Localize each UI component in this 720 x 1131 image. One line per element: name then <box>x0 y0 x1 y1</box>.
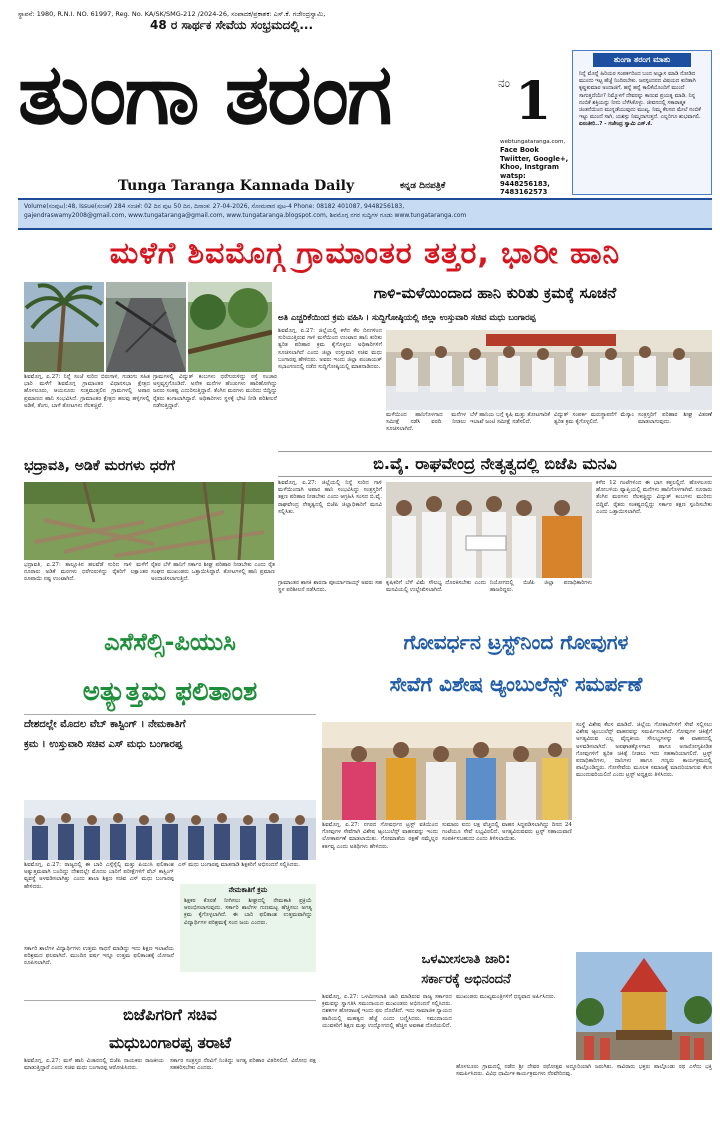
editor-note-body: ನಿನ್ನೆ ಮೊನ್ನೆ ಹಿರಿಯರ ಸಂಪರ್ಕದಿಂದ ಬಂದ ಅಭ್ಯಾಸ ಮಾಡಿ ನೋಡಿದ ಮುಂದು ಇಟ್ಟ ಹೆಜ್ಜೆ ನಿಂದಿರಬೇಕು. ಜನಸ್ಪಂದನದ ವಿಷಯದ ಕುರಿತಾಗಿ ಕೃಷ್ಣಕುಮಾರ ಅಂದಾಜಿಗೆ, ಹನ್ನೆ ಹನ್ನೆ ಕಾಲಿಕೆಯೊಂದಿಗೆ ಮುಂದೆ ಸಾಗುತ್ತದೆಯೇ? ನಿಮ್ಮೊಳಗೆ ದೇವರನ್ನು ಕಾಣುವ ಪ್ರಯತ್ನ ಮಾಡಿ. ನಿನ್ನ ನಂಬಿಕೆ ಶಕ್ತಿಯನ್ನು ನೀನು ಬೆಳೆಸಿಕೊಳ್ಳು. ಜೀವನದಲ್ಲಿ ಸಕಾರಾತ್ಮಕ ಚಿಂತನೆಯಿಂದ ಮುನ್ನಡೆಯುವುದು ಮುಖ್ಯ. ನಿಮ್ಮ ಕೆಲಸದ ಮೇಲೆ ನಂಬಿಕೆ ಇಟ್ಟು ಮುಂದೆ ಸಾಗಿ, ಯಶಸ್ಸು ನಿಮ್ಮದಾಗುತ್ತದೆ. ಎಲ್ಲರಿಗೂ ಶುಭವಾಗಲಿ. <box>579 71 701 121</box>
masthead-meta-line: ಸ್ಥಾಪನೆ: 1980, R.N.I. NO. 61997, Reg. No. KA/SK/SMG-212 /2024-26, ಸಂಪಾದಕ/ಪ್ರಕಾಶಕ: ಎಸ್.ಕೆ. ಗಜೇಂದ್ರಸ್ವಾಮಿ, <box>18 10 326 18</box>
anniversary-tagline: 48 ರ ಸಾರ್ಥಕ ಸೇವೆಯ ಸಂಭ್ರಮದಲ್ಲಿ... <box>150 18 314 32</box>
editor-note-signature: ಏನಂತೀರಿ..? - ಗಜೇಂದ್ರ ಸ್ವಾಮಿ ಎಸ್.ಕೆ. <box>579 121 653 128</box>
editor-note-header: ತುಂಗಾ ತರಂಗ ಮಾತು <box>593 53 691 67</box>
wind-story-text-2: ಮಳೆಯಿಂದ ಹಾನಿಗೊಳಗಾದ ಮನೆಗಳ ಸಮೀಕ್ಷೆ ನಡೆಸಿ ವರದಿ ನೀಡಲು ಸೂಚಿಸಲಾಗಿದೆ. <box>386 412 466 433</box>
photo-students-felicitation <box>24 800 316 860</box>
bjp-story-text-4: ಕೃಷಿಕರಿಗೆ ಬೆಳೆ ವಿಮೆ ಸೌಲಭ್ಯ ದೊರಕಿಸಬೇಕು ಎಂದು ಮನವಿಯಲ್ಲಿ ಉಲ್ಲೇಖಿಸಲಾಗಿದೆ. <box>386 580 486 594</box>
issue-number-value: 1 <box>515 71 552 132</box>
photo-fallen-palm <box>24 282 104 372</box>
minister-criticism-headline <box>24 1000 316 1056</box>
govardhan-text-1: ಶಿವಮೊಗ್ಗ, ಏ.27: ನಗರದ ಗೋವರ್ಧನ ಟ್ರಸ್ಟ್ ವತಿಯಿಂದ ಗೋವುಗಳ ಸೇವೆಗಾಗಿ ವಿಶೇಷ ಆ್ಯಂಬುಲೆನ್ಸ್ ವಾಹನವನ್ನು ಇಂದು ಲೋಕಾರ್ಪಣೆ ಮಾಡಲಾಯಿತು. ಗೋಮಾತೆಯ ರಕ್ಷಣೆ ನಮ್ಮೆಲ್ಲರ ಕರ್ತವ್ಯ ಎಂದು ಅತಿಥಿಗಳು ಹೇಳಿದರು. <box>322 822 438 850</box>
sslc-text-2: ಎಸ್ ಮಧು ಬಂಗಾರಪ್ಪ ಮಾತನಾಡಿ ಶಿಕ್ಷಕರಿಗೆ ಅಭಿನಂದನೆ ಸಲ್ಲಿಸಿದರು. <box>178 862 300 868</box>
rain-story-column-1: ಶಿವಮೊಗ್ಗ, ಏ.27: ನಿನ್ನೆ ಸಂಜೆ ಸುರಿದ ಬಿರುಗಾಳಿ, ಗುಡುಗು ಸಹಿತ ಭಾರಿ ಮಳೆಗೆ ಶಿವಮೊಗ್ಗ ಗ್ರಾಮಾಂತರ ವಿಧಾನಸಭಾ ಕ್ಷೇತ್ರದ ಹೊಳಲೂರು, ಆಯನೂರು ಸುತ್ತಮುತ್ತಲಿನ ಗ್ರಾಮಗಳಲ್ಲಿ ಅಪಾರ ಪ್ರಮಾಣದ ಹಾನಿ ಸಂಭವಿಸಿದೆ. ಗ್ರಾಮಾಂತರ ಕ್ಷೇತ್ರದ ಹಲವು ಹಳ್ಳಿಗಳಲ್ಲಿ ಅಡಿಕೆ, ತೆಂಗು, ಬಾಳೆ ತೋಟಗಳು ನೆಲಕಚ್ಚಿವೆ. <box>24 374 150 409</box>
issue-info-line-2: gajendraswamy2008@gmail.com, www.tungataranga@gmail.com, www.tungataranga.blogspot.com, ಶಿವಮೊಗ್ಗ ನಗರ ಸುದ್ದಿಗಳ ಗೂಡು www.tungataranga.com <box>24 212 467 219</box>
sslc-headline-line-1: ಎಸೆಸೆಲ್ಸಿ-ಪಿಯುಸಿ <box>104 628 236 656</box>
photo-fallen-areca-trees <box>24 482 274 560</box>
govardhan-headline-line-1: ಗೋವರ್ಧನ ಟ್ರಸ್ಟ್‌ನಿಂದ ಗೋವುಗಳ <box>403 630 629 654</box>
editor-note-text <box>579 71 707 189</box>
bhadravati-text-2: ರೈತರ ಬೆಳೆ ಹಾನಿಗೆ ಸರ್ಕಾರ ಶೀಘ್ರ ಪರಿಹಾರ ನೀಡಬೇಕು ಎಂದು ರೈತ ಸಂಘದ ಮುಖಂಡರು ಒತ್ತಾಯಿಸಿದ್ದಾರೆ. ತೋಟಗಳಲ್ಲಿ ಹಾನಿ ಪ್ರಮಾಣ ಅಂದಾಜಿಸಲಾಗುತ್ತಿದೆ. <box>151 562 275 583</box>
minister-criticism-headline-2: ಮಧುಬಂಗಾರಪ್ಪ ತರಾಟೆ <box>108 1033 232 1052</box>
contact-phone-1: 9448256183, <box>500 180 550 189</box>
contact-instagram: Khoo, Instgram <box>500 163 559 172</box>
contact-twitter: Twiitter, Google+, <box>500 154 569 163</box>
wind-story-headline: ಗಾಳಿ-ಮಳೆಯಿಂದಾದ ಹಾನಿ ಕುರಿತು ಕ್ರಮಕ್ಕೆ ಸೂಚನೆ <box>373 284 617 302</box>
rain-story-column-2: ಗ್ರಾಮಗಳಲ್ಲಿ ವಿದ್ಯುತ್ ಕಂಬಗಳು ಧರೆಗುರುಳಿದ್ದು ರಸ್ತೆ ಸಂಚಾರ ಅಸ್ತವ್ಯಸ್ತಗೊಂಡಿದೆ. ಅನೇಕ ಮನೆಗಳ ಹೆಂಚುಗಳು ಹಾರಿಹೋಗಿದ್ದು ಜನರು ಸಂಕಷ್ಟ ಎದುರಿಸುತ್ತಿದ್ದಾರೆ. ತೆಂಗಿನ ಮರಗಳು ಮುರಿದು ಬಿದ್ದಿದ್ದು ರೈತರು ಕಂಗಾಲಾಗಿದ್ದಾರೆ. ಅಧಿಕಾರಿಗಳು ಸ್ಥಳಕ್ಕೆ ಭೇಟಿ ನೀಡಿ ಪರಿಶೀಲನೆ ನಡೆಸುತ್ತಿದ್ದಾರೆ. <box>153 374 277 409</box>
wind-story-text-3: ಬೆಳೆ ಹಾನಿಯ ಬಗ್ಗೆ ಕೃಷಿ ಮತ್ತು ತೋಟಗಾರಿಕೆ ಇಲಾಖೆ ಜಂಟಿ ಸಮೀಕ್ಷೆ ನಡೆಸಲಿದೆ. <box>470 412 550 426</box>
bjp-story-text-5: ನಿಯೋಗದಲ್ಲಿ ಬಿಜೆಪಿ ಜಿಲ್ಲಾ ಪದಾಧಿಕಾರಿಗಳು ಹಾಜರಿದ್ದರು. <box>490 580 592 594</box>
wind-story-text-1: ಶಿವಮೊಗ್ಗ, ಏ.27: ಜಿಲ್ಲೆಯಲ್ಲಿ ಕಳೆದ ಕೆಲ ದಿನಗಳಿಂದ ಸುರಿಯುತ್ತಿರುವ ಗಾಳಿ ಮಳೆಯಿಂದ ಉಂಟಾದ ಹಾನಿ ಕುರಿತು ತ್ವರಿತ ಪರಿಹಾರ ಕ್ರಮ ಕೈಗೊಳ್ಳಲು ಅಧಿಕಾರಿಗಳಿಗೆ ಸೂಚಿಸಲಾಗಿದೆ ಎಂದು ಜಿಲ್ಲಾ ಉಸ್ತುವಾರಿ ಸಚಿವ ಮಧು ಬಂಗಾರಪ್ಪ ಹೇಳಿದರು. ಅವರು ಇಂದು ಜಿಲ್ಲಾ ಪಂಚಾಯತ್ ಸಭಾಂಗಣದಲ್ಲಿ ನಡೆದ ಸುದ್ದಿಗೋಷ್ಠಿಯಲ್ಲಿ ಮಾತನಾಡಿದರು. <box>278 328 382 371</box>
contact-facebook: Face Book <box>500 146 539 155</box>
issue-info-band <box>18 198 712 230</box>
contact-phone-2: 7483162573 <box>500 188 548 197</box>
contact-whatsapp: watsp: <box>500 171 526 180</box>
contact-block <box>500 138 572 197</box>
photo-bjp-memorandum <box>386 482 592 578</box>
photo-ambulance-dedication <box>322 722 572 820</box>
issue-info-line-1: Volume(ಸಂಪುಟ):48, Issue(ಸಂಚಿಕೆ) 284 ಸಂಚಿಕೆ: 02 ದಿನ ಪುಟ 50 ದಿನ, ದಿನಾಂಕ: 27-04-2026, ಸೋಮವಾರ ಪುಟ-4 Phone: 08182 401087, 9448256183, <box>24 203 405 210</box>
wind-story-text-5: ಸಂತ್ರಸ್ತರಿಗೆ ಪರಿಹಾರ ಶೀಘ್ರ ವಿತರಣೆ ಮಾಡಲಾಗುವುದು. <box>638 412 712 426</box>
subtitle-english: Tunga Taranga Kannada Daily <box>118 178 355 194</box>
reservation-text-1: ಶಿವಮೊಗ್ಗ, ಏ.27: ಒಳಮೀಸಲಾತಿ ಜಾರಿ ಮಾಡಿರುವ ರಾಜ್ಯ ಸರ್ಕಾರದ ಕ್ರಮವನ್ನು ಸ್ವಾಗತಿಸಿ ಸಮುದಾಯದ ಮುಖಂಡರು ಅಭಿನಂದನೆ ಸಲ್ಲಿಸಿದರು. ದಶಕಗಳ ಹೋರಾಟಕ್ಕೆ ಇಂದು ಫಲ ದೊರೆತಿದೆ. ಇದು ಸಾಮಾಜಿಕ ನ್ಯಾಯದ ಹಾದಿಯಲ್ಲಿ ಮಹತ್ವದ ಹೆಜ್ಜೆ ಎಂದು ಬಣ್ಣಿಸಿದರು. ಸಮುದಾಯದ ಯುವಕರಿಗೆ ಶಿಕ್ಷಣ ಮತ್ತು ಉದ್ಯೋಗದಲ್ಲಿ ಹೆಚ್ಚಿನ ಅವಕಾಶ ದೊರೆಯಲಿದೆ. <box>322 994 452 1029</box>
bhadravati-headline: ಭದ್ರಾವತಿ, ಅಡಿಕೆ ಮರಗಳು ಧರೆಗೆ <box>24 458 175 474</box>
newspaper-brand <box>18 34 500 174</box>
main-headline: ಮಳೆಗೆ ಶಿವಮೊಗ್ಗ ಗ್ರಾಮಾಂತರ ತತ್ತರ, ಭಾರೀ ಹಾನಿ <box>109 236 621 271</box>
recruitment-box-text: ಶಿಕ್ಷಕರ ಕೊರತೆ ನೀಗಿಸಲು ಶೀಘ್ರದಲ್ಲಿ ನೇಮಕಾತಿ ಪ್ರಕ್ರಿಯೆ ಆರಂಭಿಸಲಾಗುವುದು. ಸರ್ಕಾರಿ ಶಾಲೆಗಳ ಗುಣಮಟ್ಟ ಹೆಚ್ಚಿಸಲು ಅಗತ್ಯ ಕ್ರಮ ಕೈಗೊಳ್ಳಲಾಗಿದೆ. ಈ ಬಾರಿ ಫಲಿತಾಂಶ ಉತ್ತಮವಾಗಿದ್ದು ವಿದ್ಯಾರ್ಥಿಗಳ ಪರಿಶ್ರಮಕ್ಕೆ ಸಂದ ಜಯ ಎಂದರು. <box>184 898 312 926</box>
issue-number <box>498 71 558 136</box>
sslc-subhead <box>24 714 316 758</box>
govardhan-headline-line-2: ಸೇವೆಗೆ ವಿಶೇಷ ಆ್ಯಂಬುಲೆನ್ಸ್ ಸಮರ್ಪಣೆ <box>389 672 643 696</box>
bjp-story-text-2: ಕಳೆದ 12 ಗಂಟೆಗಳಿಂದ ಈ ಭಾಗ ಕತ್ತಲಲ್ಲಿದೆ. ಹೊಳಲೂರು ಹೋಬಳಿಯ ವ್ಯಾಪ್ತಿಯಲ್ಲಿ ಮನೆಗಳು ಹಾನಿಗೊಳಗಾಗಿವೆ. ನೂರಾರು ತೆಂಗಿನ ಮರಗಳು ನೆಲಕಚ್ಚಿದ್ದು ವಿದ್ಯುತ್ ಕಂಬಗಳು ಮುರಿದು ಬಿದ್ದಿವೆ. ರೈತರು ಸಂಕಷ್ಟದಲ್ಲಿದ್ದು ಸರ್ಕಾರ ತಕ್ಷಣ ಸ್ಪಂದಿಸಬೇಕು ಎಂದು ಒತ್ತಾಯಿಸಲಾಗಿದೆ. <box>596 480 712 515</box>
reservation-headline-line-2: ಸರ್ಕಾರಕ್ಕೆ ಅಭಿನಂದನೆ <box>421 972 511 987</box>
reservation-headline <box>320 950 612 990</box>
temple-chariot-text: ಹೊಳಲೂರು ಗ್ರಾಮದಲ್ಲಿ ನಡೆದ ಶ್ರೀ ದೇವರ ರಥೋತ್ಸವ ಅದ್ದೂರಿಯಾಗಿ ಜರುಗಿತು. ಸಾವಿರಾರು ಭಕ್ತರು ಪಾಲ್ಗೊಂಡು ರಥ ಎಳೆದು ಭಕ್ತಿ ಸಮರ್ಪಿಸಿದರು. ವಿವಿಧ ಧಾರ್ಮಿಕ ಕಾರ್ಯಕ್ರಮಗಳು ನೆರವೇರಿದವು. <box>456 1064 712 1078</box>
sslc-headline-line-2: ಅತ್ಯುತ್ತಮ ಫಲಿತಾಂಶ <box>82 677 258 707</box>
bjp-story-text-1: ಶಿವಮೊಗ್ಗ, ಏ.27: ಜಿಲ್ಲೆಯಲ್ಲಿ ನಿನ್ನೆ ಸುರಿದ ಗಾಳಿ ಮಳೆಯಿಂದಾಗಿ ಅಪಾರ ಹಾನಿ ಸಂಭವಿಸಿದ್ದು ಸಂತ್ರಸ್ತರಿಗೆ ತಕ್ಷಣ ಪರಿಹಾರ ನೀಡಬೇಕು ಎಂದು ಆಗ್ರಹಿಸಿ ಸಂಸದ ಬಿ.ವೈ. ರಾಘವೇಂದ್ರ ನೇತೃತ್ವದಲ್ಲಿ ಬಿಜೆಪಿ ಜಿಲ್ಲಾಧಿಕಾರಿಗೆ ಮನವಿ ಸಲ್ಲಿಸಿತು. <box>278 480 382 515</box>
recruitment-box-title: ನೇಮಕಾತಿಗೆ ಕ್ರಮ <box>228 886 268 894</box>
photo-temple-chariot <box>576 952 712 1060</box>
photo-press-meeting <box>386 330 712 410</box>
minister-criticism-headline-1: ಬಿಜೆಪಿಗರಿಗೆ ಸಚಿವ <box>123 1005 217 1024</box>
issue-number-label: ನಂ <box>498 76 510 90</box>
govardhan-text-right: ಸಂಸ್ಥೆ ವಿಶೇಷ ಕೆಲಸ ಮಾಡಿದೆ. ಜಿಲ್ಲೆಯ ಗೋಶಾಲೆಗಳಿಗೆ ಸೇವೆ ಸಲ್ಲಿಸಲು ವಿಶೇಷ ಆ್ಯಂಬುಲೆನ್ಸ್ ವಾಹನವನ್ನು ಸಮರ್ಪಿಸಲಾಗಿದೆ. ಗೋವುಗಳ ಚಿಕಿತ್ಸೆಗೆ ಅಗತ್ಯವಿರುವ ಎಲ್ಲ ವೈದ್ಯಕೀಯ ಸೌಲಭ್ಯಗಳನ್ನು ಈ ವಾಹನದಲ್ಲಿ ಅಳವಡಿಸಲಾಗಿದೆ. ಅಪಘಾತಕ್ಕೊಳಗಾದ ಹಾಗೂ ಅನಾರೋಗ್ಯಪೀಡಿತ ಗೋವುಗಳಿಗೆ ತ್ವರಿತ ಚಿಕಿತ್ಸೆ ನೀಡಲು ಇದು ಸಹಕಾರಿಯಾಗಲಿದೆ. ಟ್ರಸ್ಟ್ ಪದಾಧಿಕಾರಿಗಳು, ದಾನಿಗಳು ಹಾಗೂ ಗಣ್ಯರು ಕಾರ್ಯಕ್ರಮದಲ್ಲಿ ಪಾಲ್ಗೊಂಡಿದ್ದರು. ಗೋಸೇವೆಯ ಮೂಲಕ ಸಮಾಜಕ್ಕೆ ಮಾದರಿಯಾಗುವ ಕೆಲಸ ಮುಂದುವರಿಯಲಿದೆ ಎಂದು ಟ್ರಸ್ಟ್ ಅಧ್ಯಕ್ಷರು ತಿಳಿಸಿದರು. <box>576 722 712 779</box>
minister-criticism-text-1: ಶಿವಮೊಗ್ಗ, ಏ.27: ಮಳೆ ಹಾನಿ ವಿಚಾರದಲ್ಲಿ ಬಿಜೆಪಿ ನಾಯಕರು ರಾಜಕೀಯ ಮಾಡುತ್ತಿದ್ದಾರೆ ಎಂದು ಸಚಿವ ಮಧು ಬಂಗಾರಪ್ಪ ಆರೋಪಿಸಿದರು. <box>24 1058 164 1072</box>
photo-damaged-road <box>106 282 186 372</box>
sslc-subhead-line-1: ದೇಶದಲ್ಲೇ ಮೊದಲ ವೆಬ್ ಕಾಸ್ಟಿಂಗ್ । ನೇಮಕಾತಿಗೆ <box>24 719 186 730</box>
govardhan-text-2: ಸುಮಾರು ಐದು ಲಕ್ಷ ವೆಚ್ಚದಲ್ಲಿ ವಾಹನ ಸಿದ್ಧಪಡಿಸಲಾಗಿದ್ದು ದಿನದ 24 ಗಂಟೆಯೂ ಸೇವೆ ಲಭ್ಯವಿರಲಿದೆ. ಅಗತ್ಯವಿರುವವರು ಟ್ರಸ್ಟ್ ಸಹಾಯವಾಣಿ ಸಂಪರ್ಕಿಸಬಹುದು ಎಂದು ತಿಳಿಸಲಾಯಿತು. <box>442 822 572 843</box>
reservation-text-2: ಮುಖಂಡರು ಮುಖ್ಯಮಂತ್ರಿಗಳಿಗೆ ಧನ್ಯವಾದ ಅರ್ಪಿಸಿದರು. <box>456 994 556 1000</box>
reservation-headline-line-1: ಒಳಮೀಸಲಾತಿ ಜಾರಿ: <box>421 952 511 967</box>
bjp-story-text-3: ಗ್ರಾಮಾಂತರ ಶಾಸಕಿ ಶಾರದಾ ಪೂರ್ಯಾನಾಯ್ಕ್ ಅವರು ಸಹ ಸ್ಥಳ ಪರಿಶೀಲನೆ ನಡೆಸಿದರು. <box>278 580 382 594</box>
minister-criticism-text-2: ಸರ್ಕಾರ ಸಂತ್ರಸ್ತರ ನೆರವಿಗೆ ನಿಂತಿದ್ದು ಅಗತ್ಯ ಪರಿಹಾರ ವಿತರಿಸಲಿದೆ. ವಿರೋಧ ಪಕ್ಷ ಸಹಕರಿಸಬೇಕು ಎಂದರು. <box>170 1058 316 1072</box>
sslc-text-1: ಶಿವಮೊಗ್ಗ, ಏ.27: ರಾಜ್ಯದಲ್ಲಿ ಈ ಬಾರಿ ಎಸ್ಸೆಸ್ಸೆಲ್ಸಿ ಮತ್ತು ಪಿಯುಸಿ ಫಲಿತಾಂಶ ಅತ್ಯುತ್ತಮವಾಗಿ ಬಂದಿದ್ದು ದೇಶದಲ್ಲೇ ಮೊದಲ ಬಾರಿಗೆ ಪರೀಕ್ಷೆಗಳಿಗೆ ವೆಬ್ ಕಾಸ್ಟಿಂಗ್ ವ್ಯವಸ್ಥೆ ಅಳವಡಿಸಲಾಗಿತ್ತು ಎಂದು ಶಾಲಾ ಶಿಕ್ಷಣ ಸಚಿವ ಎಸ್ ಮಧು ಬಂಗಾರಪ್ಪ ಹೇಳಿದರು. <box>24 862 174 890</box>
sslc-text-3: ಸರ್ಕಾರಿ ಶಾಲೆಗಳ ವಿದ್ಯಾರ್ಥಿಗಳು ಉತ್ತಮ ಸಾಧನೆ ಮಾಡಿದ್ದು ಇದು ಶಿಕ್ಷಣ ಇಲಾಖೆಯ ಪರಿಶ್ರಮದ ಫಲವಾಗಿದೆ. ಮುಂದಿನ ವರ್ಷ ಇನ್ನೂ ಉತ್ತಮ ಫಲಿತಾಂಶಕ್ಕೆ ಯೋಜನೆ ರೂಪಿಸಲಾಗಿದೆ. <box>24 946 174 967</box>
wind-story-subhead: ಅತಿ ಎಚ್ಚರಿಕೆಯಿಂದ ಕ್ರಮ ವಹಿಸಿ । ಸುದ್ದಿಗೋಷ್ಠಿಯಲ್ಲಿ ಜಿಲ್ಲಾ ಉಸ್ತುವಾರಿ ಸಚಿವ ಮಧು ಬಂಗಾರಪ್ಪ <box>278 312 536 322</box>
sslc-subhead-line-2: ಕ್ರಮ । ಉಸ್ತುವಾರಿ ಸಚಿವ ಎಸ್ ಮಧು ಬಂಗಾರಪ್ಪ <box>24 739 183 750</box>
photo-fallen-trees <box>188 282 272 372</box>
wind-story-text-4: ವಿದ್ಯುತ್ ಸಂಪರ್ಕ ಮರುಸ್ಥಾಪನೆಗೆ ಮೆಸ್ಕಾಂ ತ್ವರಿತ ಕ್ರಮ ಕೈಗೊಳ್ಳಲಿದೆ. <box>554 412 634 426</box>
bhadravati-text-1: ಭದ್ರಾವತಿ, ಏ.27: ತಾಲ್ಲೂಕಿನ ಹಲವೆಡೆ ಸುರಿದ ಗಾಳಿ ಮಳೆಗೆ ನೂರಾರು ಅಡಿಕೆ ಮರಗಳು ಧರೆಗುರುಳಿದ್ದು ರೈತರಿಗೆ ಲಕ್ಷಾಂತರ ರೂಪಾಯಿ ನಷ್ಟ ಉಂಟಾಗಿದೆ. <box>24 562 148 583</box>
bjp-story-headline: ಬಿ.ವೈ. ರಾಘವೇಂದ್ರ ನೇತೃತ್ವದಲ್ಲಿ ಬಿಜೆಪಿ ಮನವಿ <box>278 451 712 477</box>
recruitment-sidebar-box <box>180 884 316 972</box>
editor-note-box <box>572 50 712 195</box>
subtitle-kannada: ಕನ್ನಡ ದಿನಪತ್ರಿಕೆ <box>400 181 446 191</box>
contact-web: webtungataranga.com, <box>500 139 566 145</box>
brand-name: ತುಂಗಾ ತರಂಗ <box>18 45 391 143</box>
